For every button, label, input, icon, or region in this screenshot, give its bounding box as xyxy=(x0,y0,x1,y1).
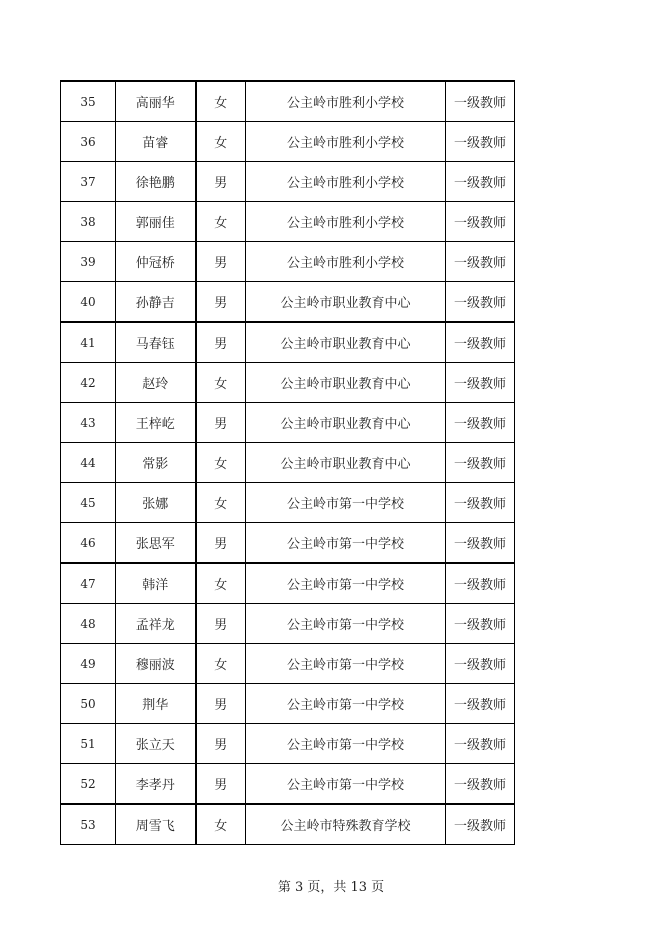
teacher-name-cell: 孟祥龙 xyxy=(116,604,196,644)
teacher-name-cell: 郭丽佳 xyxy=(116,202,196,242)
gender-cell: 女 xyxy=(196,443,246,483)
school-cell: 公主岭市胜利小学校 xyxy=(246,122,446,162)
teacher-name-cell: 李孝丹 xyxy=(116,764,196,805)
table-row xyxy=(61,523,515,564)
table-row xyxy=(61,443,515,483)
school-cell: 公主岭市第一中学校 xyxy=(246,523,446,564)
teacher-roster-table xyxy=(60,80,515,845)
gender-cell: 男 xyxy=(196,403,246,443)
teacher-name-cell: 周雪飞 xyxy=(116,804,196,845)
teacher-name-cell: 赵玲 xyxy=(116,363,196,403)
row-number-cell: 45 xyxy=(61,483,116,523)
title-cell: 一级教师 xyxy=(446,122,515,162)
table-row xyxy=(61,122,515,162)
teacher-name-cell: 马春钰 xyxy=(116,322,196,363)
school-cell: 公主岭市胜利小学校 xyxy=(246,81,446,122)
teacher-name-cell: 荆华 xyxy=(116,684,196,724)
teacher-name-cell: 王梓屹 xyxy=(116,403,196,443)
row-number-cell: 42 xyxy=(61,363,116,403)
gender-cell: 男 xyxy=(196,764,246,805)
title-cell: 一级教师 xyxy=(446,563,515,604)
title-cell: 一级教师 xyxy=(446,282,515,323)
row-number-cell: 40 xyxy=(61,282,116,323)
school-cell: 公主岭市第一中学校 xyxy=(246,604,446,644)
row-number-cell: 49 xyxy=(61,644,116,684)
title-cell: 一级教师 xyxy=(446,644,515,684)
table-row xyxy=(61,684,515,724)
table-row xyxy=(61,724,515,764)
table-row xyxy=(61,804,515,845)
row-number-cell: 36 xyxy=(61,122,116,162)
title-cell: 一级教师 xyxy=(446,764,515,805)
table-row xyxy=(61,644,515,684)
school-cell: 公主岭市第一中学校 xyxy=(246,563,446,604)
table-row xyxy=(61,604,515,644)
row-number-cell: 43 xyxy=(61,403,116,443)
row-number-cell: 46 xyxy=(61,523,116,564)
gender-cell: 女 xyxy=(196,563,246,604)
title-cell: 一级教师 xyxy=(446,804,515,845)
row-number-cell: 50 xyxy=(61,684,116,724)
teacher-name-cell: 仲冠桥 xyxy=(116,242,196,282)
school-cell: 公主岭市胜利小学校 xyxy=(246,242,446,282)
gender-cell: 女 xyxy=(196,644,246,684)
school-cell: 公主岭市第一中学校 xyxy=(246,483,446,523)
table-row xyxy=(61,162,515,202)
row-number-cell: 39 xyxy=(61,242,116,282)
school-cell: 公主岭市第一中学校 xyxy=(246,724,446,764)
table-row xyxy=(61,242,515,282)
school-cell: 公主岭市职业教育中心 xyxy=(246,443,446,483)
table-row xyxy=(61,483,515,523)
row-number-cell: 35 xyxy=(61,81,116,122)
teacher-name-cell: 韩洋 xyxy=(116,563,196,604)
school-cell: 公主岭市第一中学校 xyxy=(246,684,446,724)
school-cell: 公主岭市职业教育中心 xyxy=(246,403,446,443)
title-cell: 一级教师 xyxy=(446,322,515,363)
teacher-name-cell: 穆丽波 xyxy=(116,644,196,684)
title-cell: 一级教师 xyxy=(446,684,515,724)
gender-cell: 女 xyxy=(196,81,246,122)
gender-cell: 女 xyxy=(196,202,246,242)
table-row xyxy=(61,363,515,403)
row-number-cell: 41 xyxy=(61,322,116,363)
teacher-name-cell: 孙静吉 xyxy=(116,282,196,323)
teacher-name-cell: 高丽华 xyxy=(116,81,196,122)
teacher-name-cell: 苗睿 xyxy=(116,122,196,162)
row-number-cell: 37 xyxy=(61,162,116,202)
title-cell: 一级教师 xyxy=(446,443,515,483)
row-number-cell: 53 xyxy=(61,804,116,845)
gender-cell: 男 xyxy=(196,684,246,724)
school-cell: 公主岭市胜利小学校 xyxy=(246,202,446,242)
school-cell: 公主岭市职业教育中心 xyxy=(246,322,446,363)
school-cell: 公主岭市特殊教育学校 xyxy=(246,804,446,845)
gender-cell: 女 xyxy=(196,804,246,845)
table-row xyxy=(61,81,515,122)
gender-cell: 男 xyxy=(196,724,246,764)
row-number-cell: 51 xyxy=(61,724,116,764)
roster-body xyxy=(61,81,515,845)
school-cell: 公主岭市第一中学校 xyxy=(246,644,446,684)
teacher-name-cell: 张娜 xyxy=(116,483,196,523)
row-number-cell: 47 xyxy=(61,563,116,604)
title-cell: 一级教师 xyxy=(446,162,515,202)
gender-cell: 男 xyxy=(196,604,246,644)
gender-cell: 男 xyxy=(196,282,246,323)
title-cell: 一级教师 xyxy=(446,724,515,764)
table-row xyxy=(61,282,515,323)
table-row xyxy=(61,764,515,805)
title-cell: 一级教师 xyxy=(446,81,515,122)
school-cell: 公主岭市第一中学校 xyxy=(246,764,446,805)
teacher-name-cell: 张立天 xyxy=(116,724,196,764)
title-cell: 一级教师 xyxy=(446,604,515,644)
gender-cell: 男 xyxy=(196,162,246,202)
table-row xyxy=(61,563,515,604)
table-row xyxy=(61,403,515,443)
gender-cell: 男 xyxy=(196,523,246,564)
teacher-name-cell: 常影 xyxy=(116,443,196,483)
title-cell: 一级教师 xyxy=(446,242,515,282)
gender-cell: 女 xyxy=(196,122,246,162)
table-row xyxy=(61,322,515,363)
table-row xyxy=(61,202,515,242)
title-cell: 一级教师 xyxy=(446,523,515,564)
row-number-cell: 44 xyxy=(61,443,116,483)
row-number-cell: 52 xyxy=(61,764,116,805)
page-footer: 第 3 页，共 13 页 xyxy=(277,880,385,895)
title-cell: 一级教师 xyxy=(446,363,515,403)
row-number-cell: 48 xyxy=(61,604,116,644)
gender-cell: 女 xyxy=(196,363,246,403)
school-cell: 公主岭市胜利小学校 xyxy=(246,162,446,202)
title-cell: 一级教师 xyxy=(446,202,515,242)
school-cell: 公主岭市职业教育中心 xyxy=(246,363,446,403)
gender-cell: 男 xyxy=(196,242,246,282)
school-cell: 公主岭市职业教育中心 xyxy=(246,282,446,323)
gender-cell: 女 xyxy=(196,483,246,523)
teacher-name-cell: 张思军 xyxy=(116,523,196,564)
title-cell: 一级教师 xyxy=(446,483,515,523)
title-cell: 一级教师 xyxy=(446,403,515,443)
row-number-cell: 38 xyxy=(61,202,116,242)
gender-cell: 男 xyxy=(196,322,246,363)
teacher-name-cell: 徐艳鹏 xyxy=(116,162,196,202)
